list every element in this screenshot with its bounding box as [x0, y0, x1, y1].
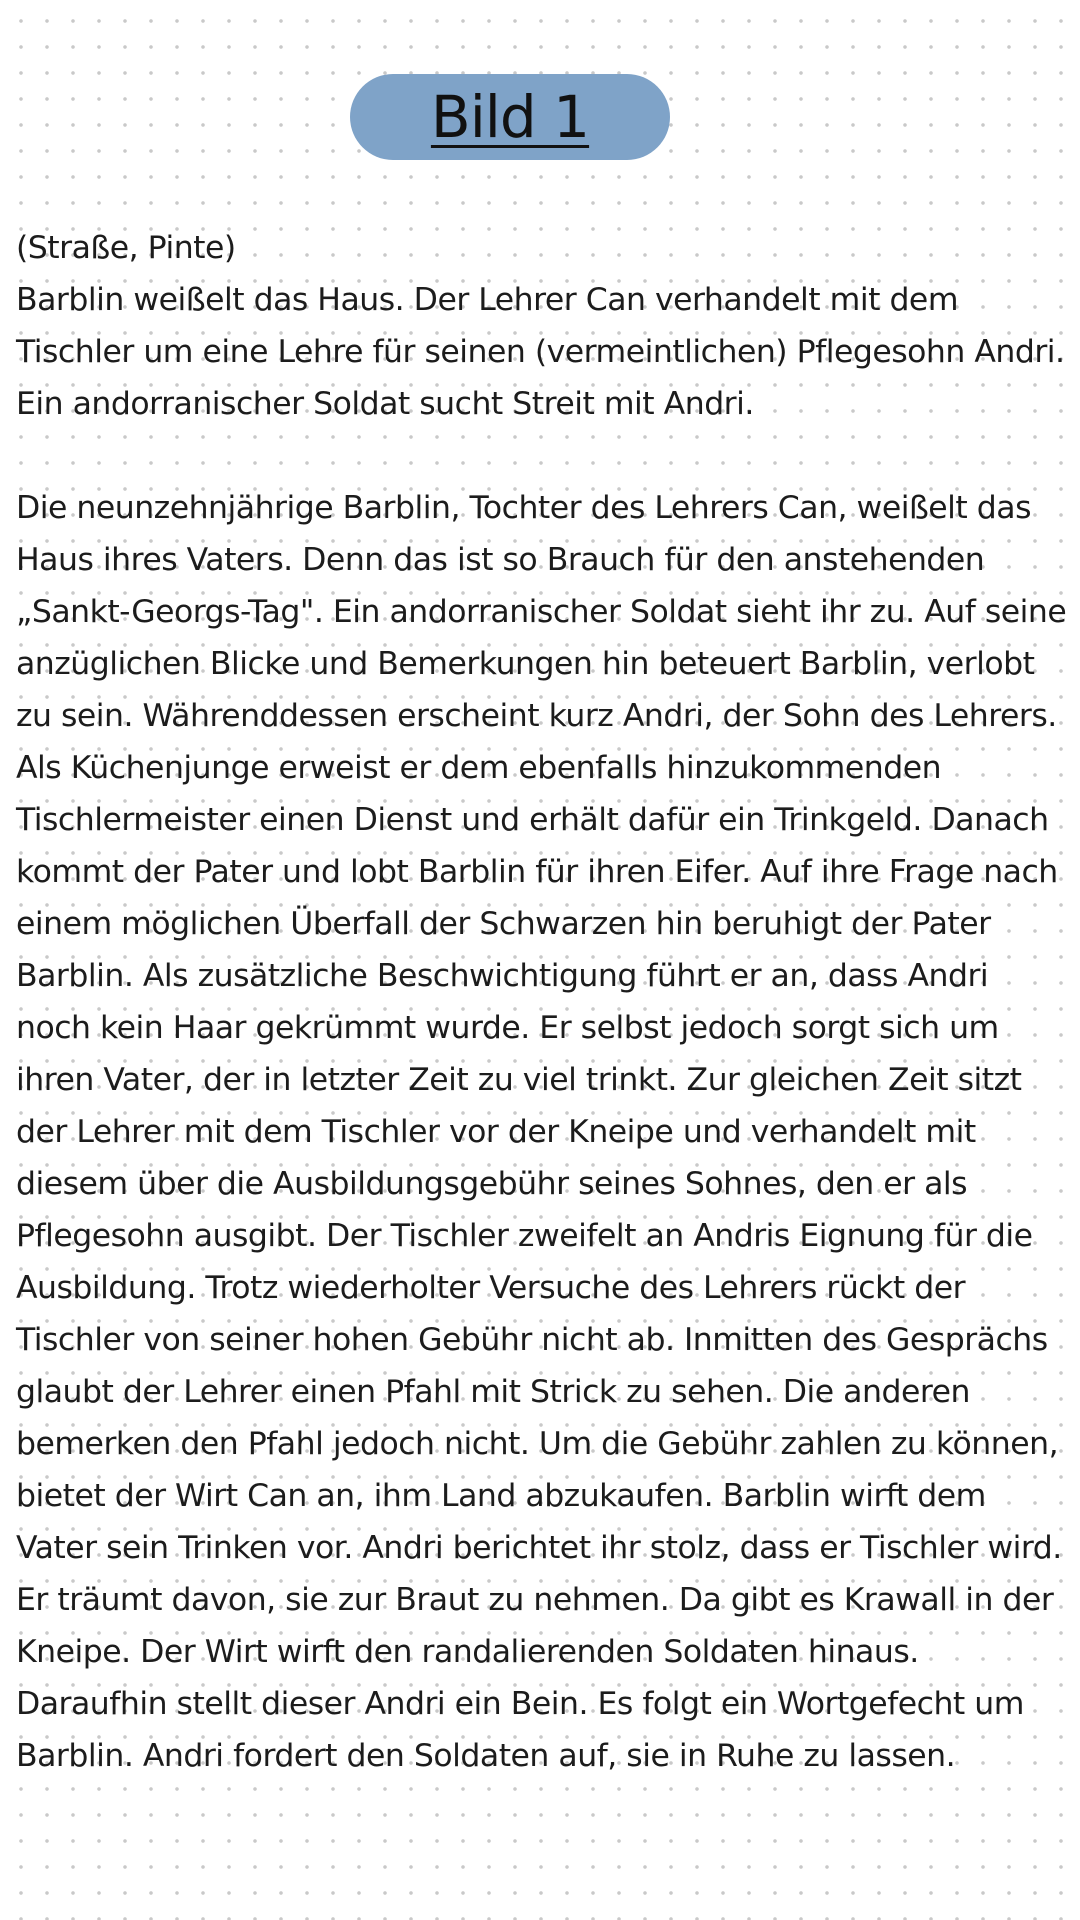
- document-content: [16, 222, 1071, 1782]
- summary-paragraph: Barblin weißelt das Haus. Der Lehrer Can verhandelt mit dem Tischler um eine Lehre für seinen (vermeintlichen) Pflegesohn Andri. Ein andorranischer Soldat sucht Streit mit Andri.: [16, 282, 1065, 422]
- body-paragraph: Die neunzehnjährige Barblin, Tochter des Lehrers Can, weißelt das Haus ihres Vaters. Denn das ist so Brauch für den anstehenden „Sankt-Georgs-Tag". Ein andorranischer Soldat sieht ihr zu. Auf seine anzüglichen Blicke und Bemerkungen hin beteuert Barblin, verlobt zu sein. Währenddessen erscheint kurz Andri, der Sohn des Lehrers. Als Küchenjunge erweist er dem ebenfalls hinzukommenden Tischlermeister einen Dienst und erhält dafür ein Trinkgeld. Danach kommt der Pater und lobt Barblin für ihren Eifer. Auf ihre Frage nach einem möglichen Überfall der Schwarzen hin beruhigt der Pater Barblin. Als zusätzliche Beschwichtigung führt er an, dass Andri noch kein Haar gekrümmt wurde. Er selbst jedoch sorgt sich um ihren Vater, der in letzter Zeit zu viel trinkt. Zur gleichen Zeit sitzt der Lehrer mit dem Tischler vor der Kneipe und verhandelt mit diesem über die Ausbildungsgebühr seines Sohnes, den er als Pflegesohn ausgibt. Der Tischler zweifelt an Andris Eignung für die Ausbildung. Trotz wiederholter Versuche des Lehrers rückt der Tischler von seiner hohen Gebühr nicht ab. Inmitten des Gesprächs glaubt der Lehrer einen Pfahl mit Strick zu sehen. Die anderen bemerken den Pfahl jedoch nicht. Um die Gebühr zahlen zu können, bietet der Wirt Can an, ihm Land abzukaufen. Barblin wirft dem Vater sein Trinken vor. Andri berichtet ihr stolz, dass er Tischler wird. Er träumt davon, sie zur Braut zu nehmen. Da gibt es Krawall in der Kneipe. Der Wirt wirft den randalierenden Soldaten hinaus. Daraufhin stellt dieser Andri ein Bein. Es folgt ein Wortgefecht um Barblin. Andri fordert den Soldaten auf, sie in Ruhe zu lassen.: [16, 490, 1067, 1774]
- setting-line: (Straße, Pinte): [16, 230, 236, 266]
- title-banner: [350, 74, 670, 160]
- page-title: Bild 1: [430, 83, 590, 151]
